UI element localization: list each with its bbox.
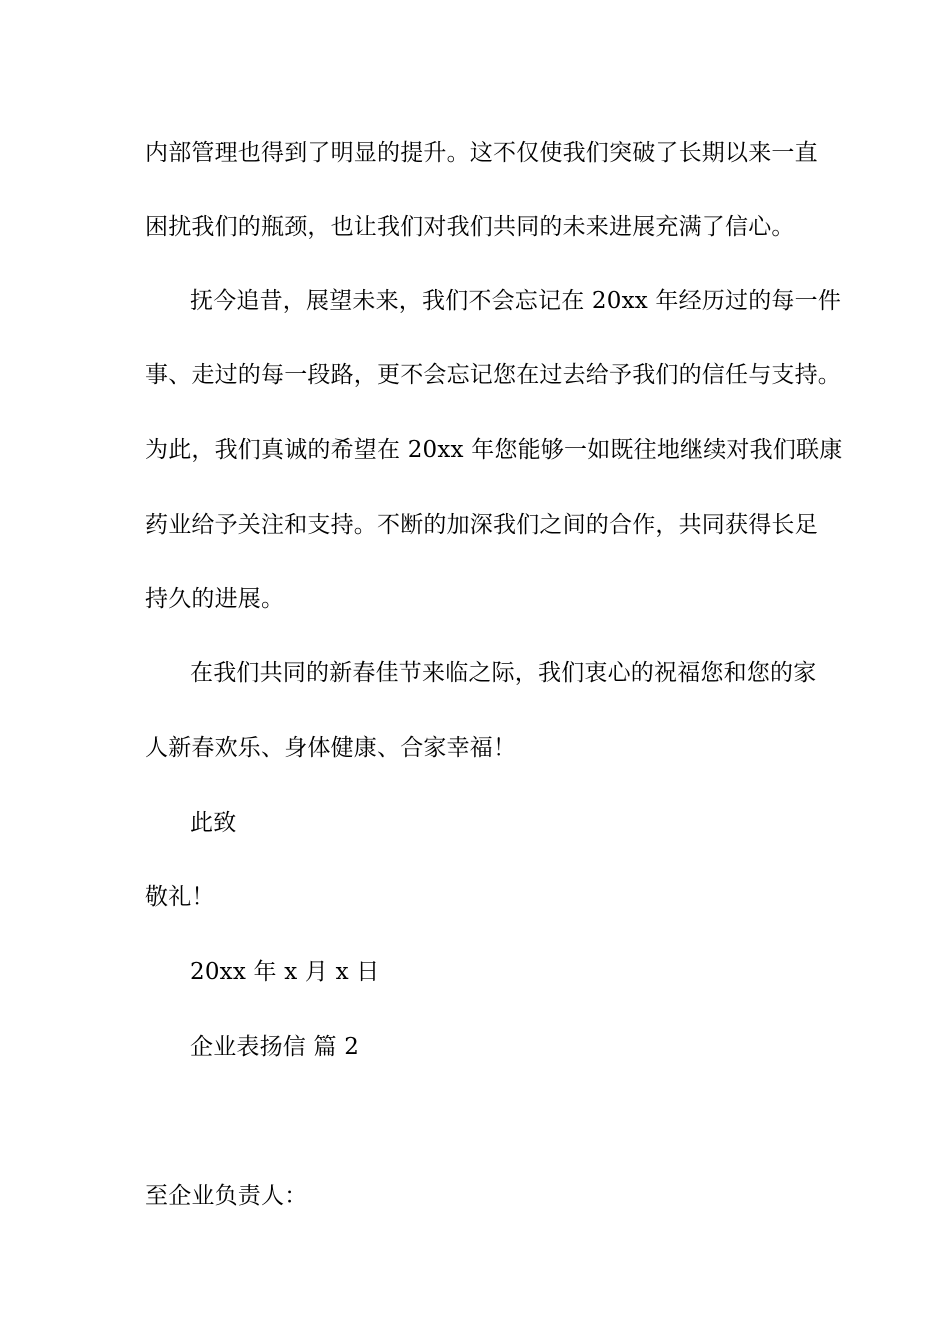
paragraph-line: 为此，我们真诚的希望在 20xx 年您能够一如既往地继续对我们联康 bbox=[145, 437, 843, 463]
paragraph-line: 药业给予关注和支持。不断的加深我们之间的合作，共同获得长足 bbox=[145, 512, 818, 538]
paragraph-line: 人新春欢乐、身体健康、合家幸福！ bbox=[145, 735, 517, 761]
paragraph-line: 内部管理也得到了明显的提升。这不仅使我们突破了长期以来一直 bbox=[145, 140, 818, 166]
paragraph-line: 持久的进展。 bbox=[145, 586, 285, 612]
paragraph-line: 困扰我们的瓶颈，也让我们对我们共同的未来进展充满了信心。 bbox=[145, 214, 795, 240]
closing-salutation: 此致 bbox=[190, 810, 237, 836]
section-title: 企业表扬信 篇 2 bbox=[190, 1034, 360, 1060]
letter-date: 20xx 年 x 月 x 日 bbox=[190, 959, 380, 985]
recipient-line: 至企业负责人： bbox=[145, 1183, 308, 1209]
paragraph-line: 事、走过的每一段路，更不会忘记您在过去给予我们的信任与支持。 bbox=[145, 362, 841, 388]
paragraph-line: 在我们共同的新春佳节来临之际，我们衷心的祝福您和您的家 bbox=[190, 660, 817, 686]
paragraph-line: 抚今追昔，展望未来，我们不会忘记在 20xx 年经历过的每一件 bbox=[190, 288, 842, 314]
closing-regards: 敬礼！ bbox=[145, 884, 215, 910]
